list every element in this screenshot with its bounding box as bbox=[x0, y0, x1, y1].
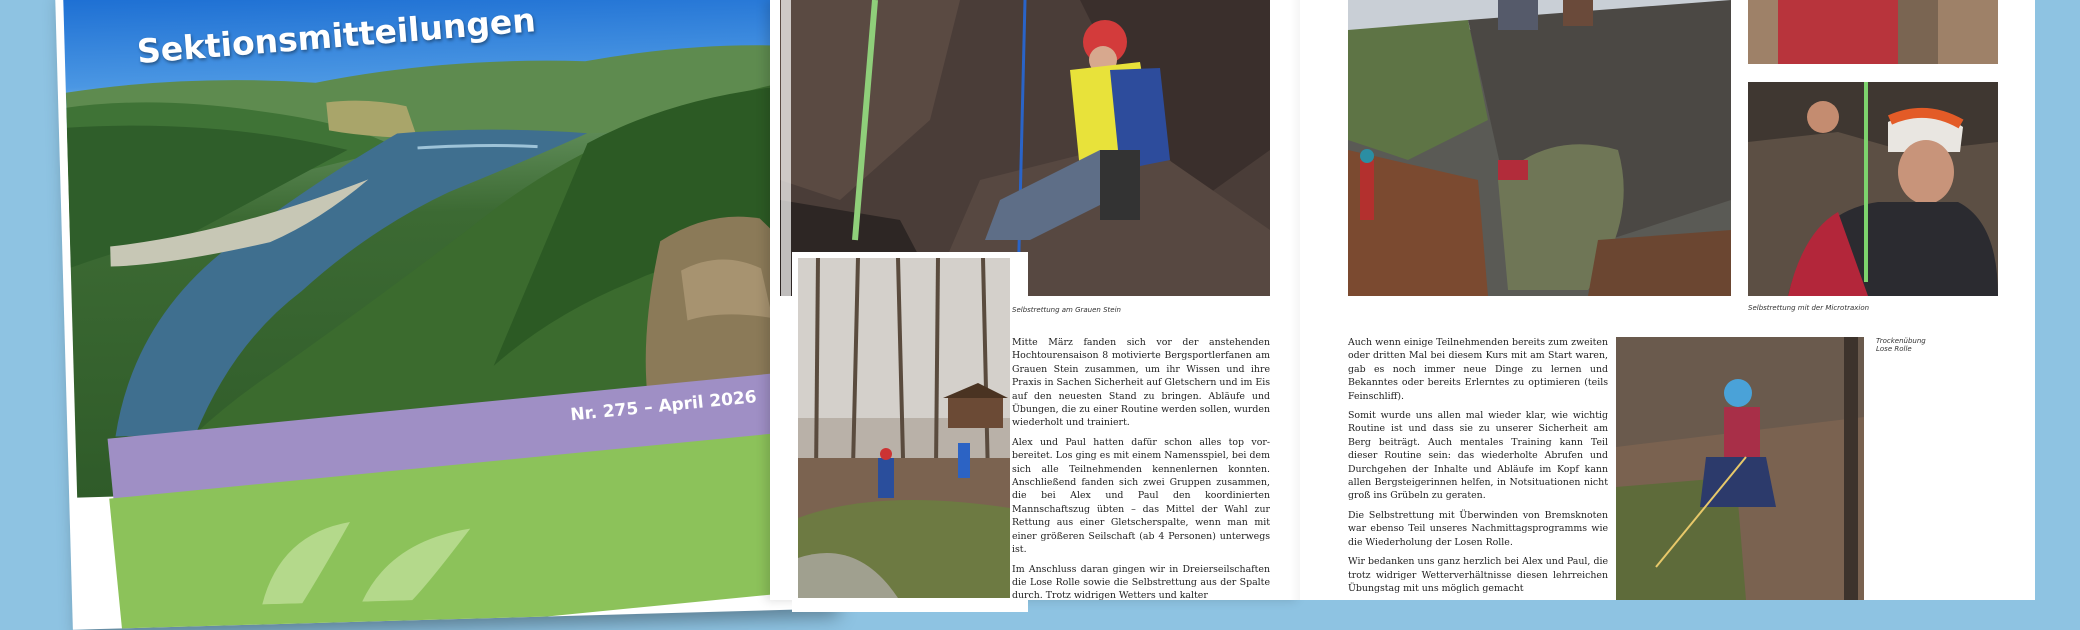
left-article-text bbox=[1012, 336, 1270, 609]
spread-left-page bbox=[770, 0, 1300, 600]
caption-trockenuebung: Trockenübung Lose Rolle bbox=[1876, 337, 1926, 353]
caption-microtraxion: Selbstrettung mit der Microtraxion bbox=[1748, 304, 1870, 312]
paragraph: Im Anschluss daran gingen wir in Dreierseilschaften die Lose Rolle sowie die Selbstrettung aus der Spalte durch. Trotz widrigen Wetters und kalter bbox=[1012, 563, 1270, 602]
photo-dry-practice-rope bbox=[1616, 337, 1864, 600]
photo-climber-helmet-portrait bbox=[1748, 82, 1998, 296]
photo-climber-red-jacket bbox=[1748, 0, 1998, 64]
paragraph: Auch wenn einige Teilnehmenden bereits zum zweiten oder dritten Mal bei diesem Kurs mit am Start waren, gab es noch immer neue Dinge zu lernen und Bekanntes oder bereits Erlerntes zu optimieren (teils Feinschliff). bbox=[1348, 337, 1608, 402]
spread-right-page bbox=[1300, 0, 2035, 600]
right-article-text bbox=[1348, 336, 1608, 601]
photo-forest-group bbox=[792, 252, 1028, 612]
cover-title: Sektionsmitteilungen bbox=[135, 0, 538, 72]
paragraph: Somit wurde uns allen mal wieder klar, wie wichtig Routine ist und dass sie zu unserer Sicherheit am Berg beiträgt. Auch mentales Training kann Teil dieser Routine sein: das wiederholte Abrufen und Durchgehen der Inhalte und Abläufe im Kopf kann allen Bergsteigerinnen helfen, in Notsituationen nicht groß ins Grübeln zu geraten. bbox=[1348, 410, 1608, 502]
paragraph: Alex und Paul hatten dafür schon alles top vorbereitet. Los ging es mit einem Namensspiel, bei dem sich alle Teilnehmenden kennenlernen konnten. Anschließend fanden sich zwei Gruppen zusammen, die bei Alex und Paul den koordinierten Mannschaftszug übten – das Mittel der Wahl zur Rettung aus einer Gletscherspalte, wenn man mit einer größeren Seilschaft (ab 4 Personen) unterwegs ist. bbox=[1012, 436, 1270, 556]
caption-selbstrettung: Selbstrettung am Grauen Stein bbox=[1012, 306, 1121, 314]
leaf-logo-icon bbox=[240, 508, 502, 605]
paragraph: Mitte März fanden sich vor der anstehenden Hochtourensaison 8 motivierte Bergsportlerfanen am Grauen Stein zusammen, um ihr Wissen und ihre Praxis in Sachen Sicherheit auf Gletschern und im Eis auf den neuesten Stand zu bringen. Abläufe und Übungen, die zu einer Routine werden sollen, wurden wiederholt und trainiert. bbox=[1012, 337, 1271, 429]
photo-rock-group bbox=[1348, 0, 1731, 296]
paragraph: Die Selbstrettung mit Überwinden von Bremsknoten war ebenso Teil unseres Nachmittagsprogramms wie die Wiederholung der Losen Rolle. bbox=[1348, 509, 1608, 548]
cover-issue-number: Nr. 275 – April 2026 bbox=[569, 387, 758, 426]
magazine-cover bbox=[55, 0, 833, 630]
paragraph: Wir bedanken uns ganz herzlich bei Alex und Paul, die trotz widriger Wetterverhältnisse diesen lehrreichen Übungstag mit uns möglich gemacht bbox=[1348, 556, 1608, 594]
